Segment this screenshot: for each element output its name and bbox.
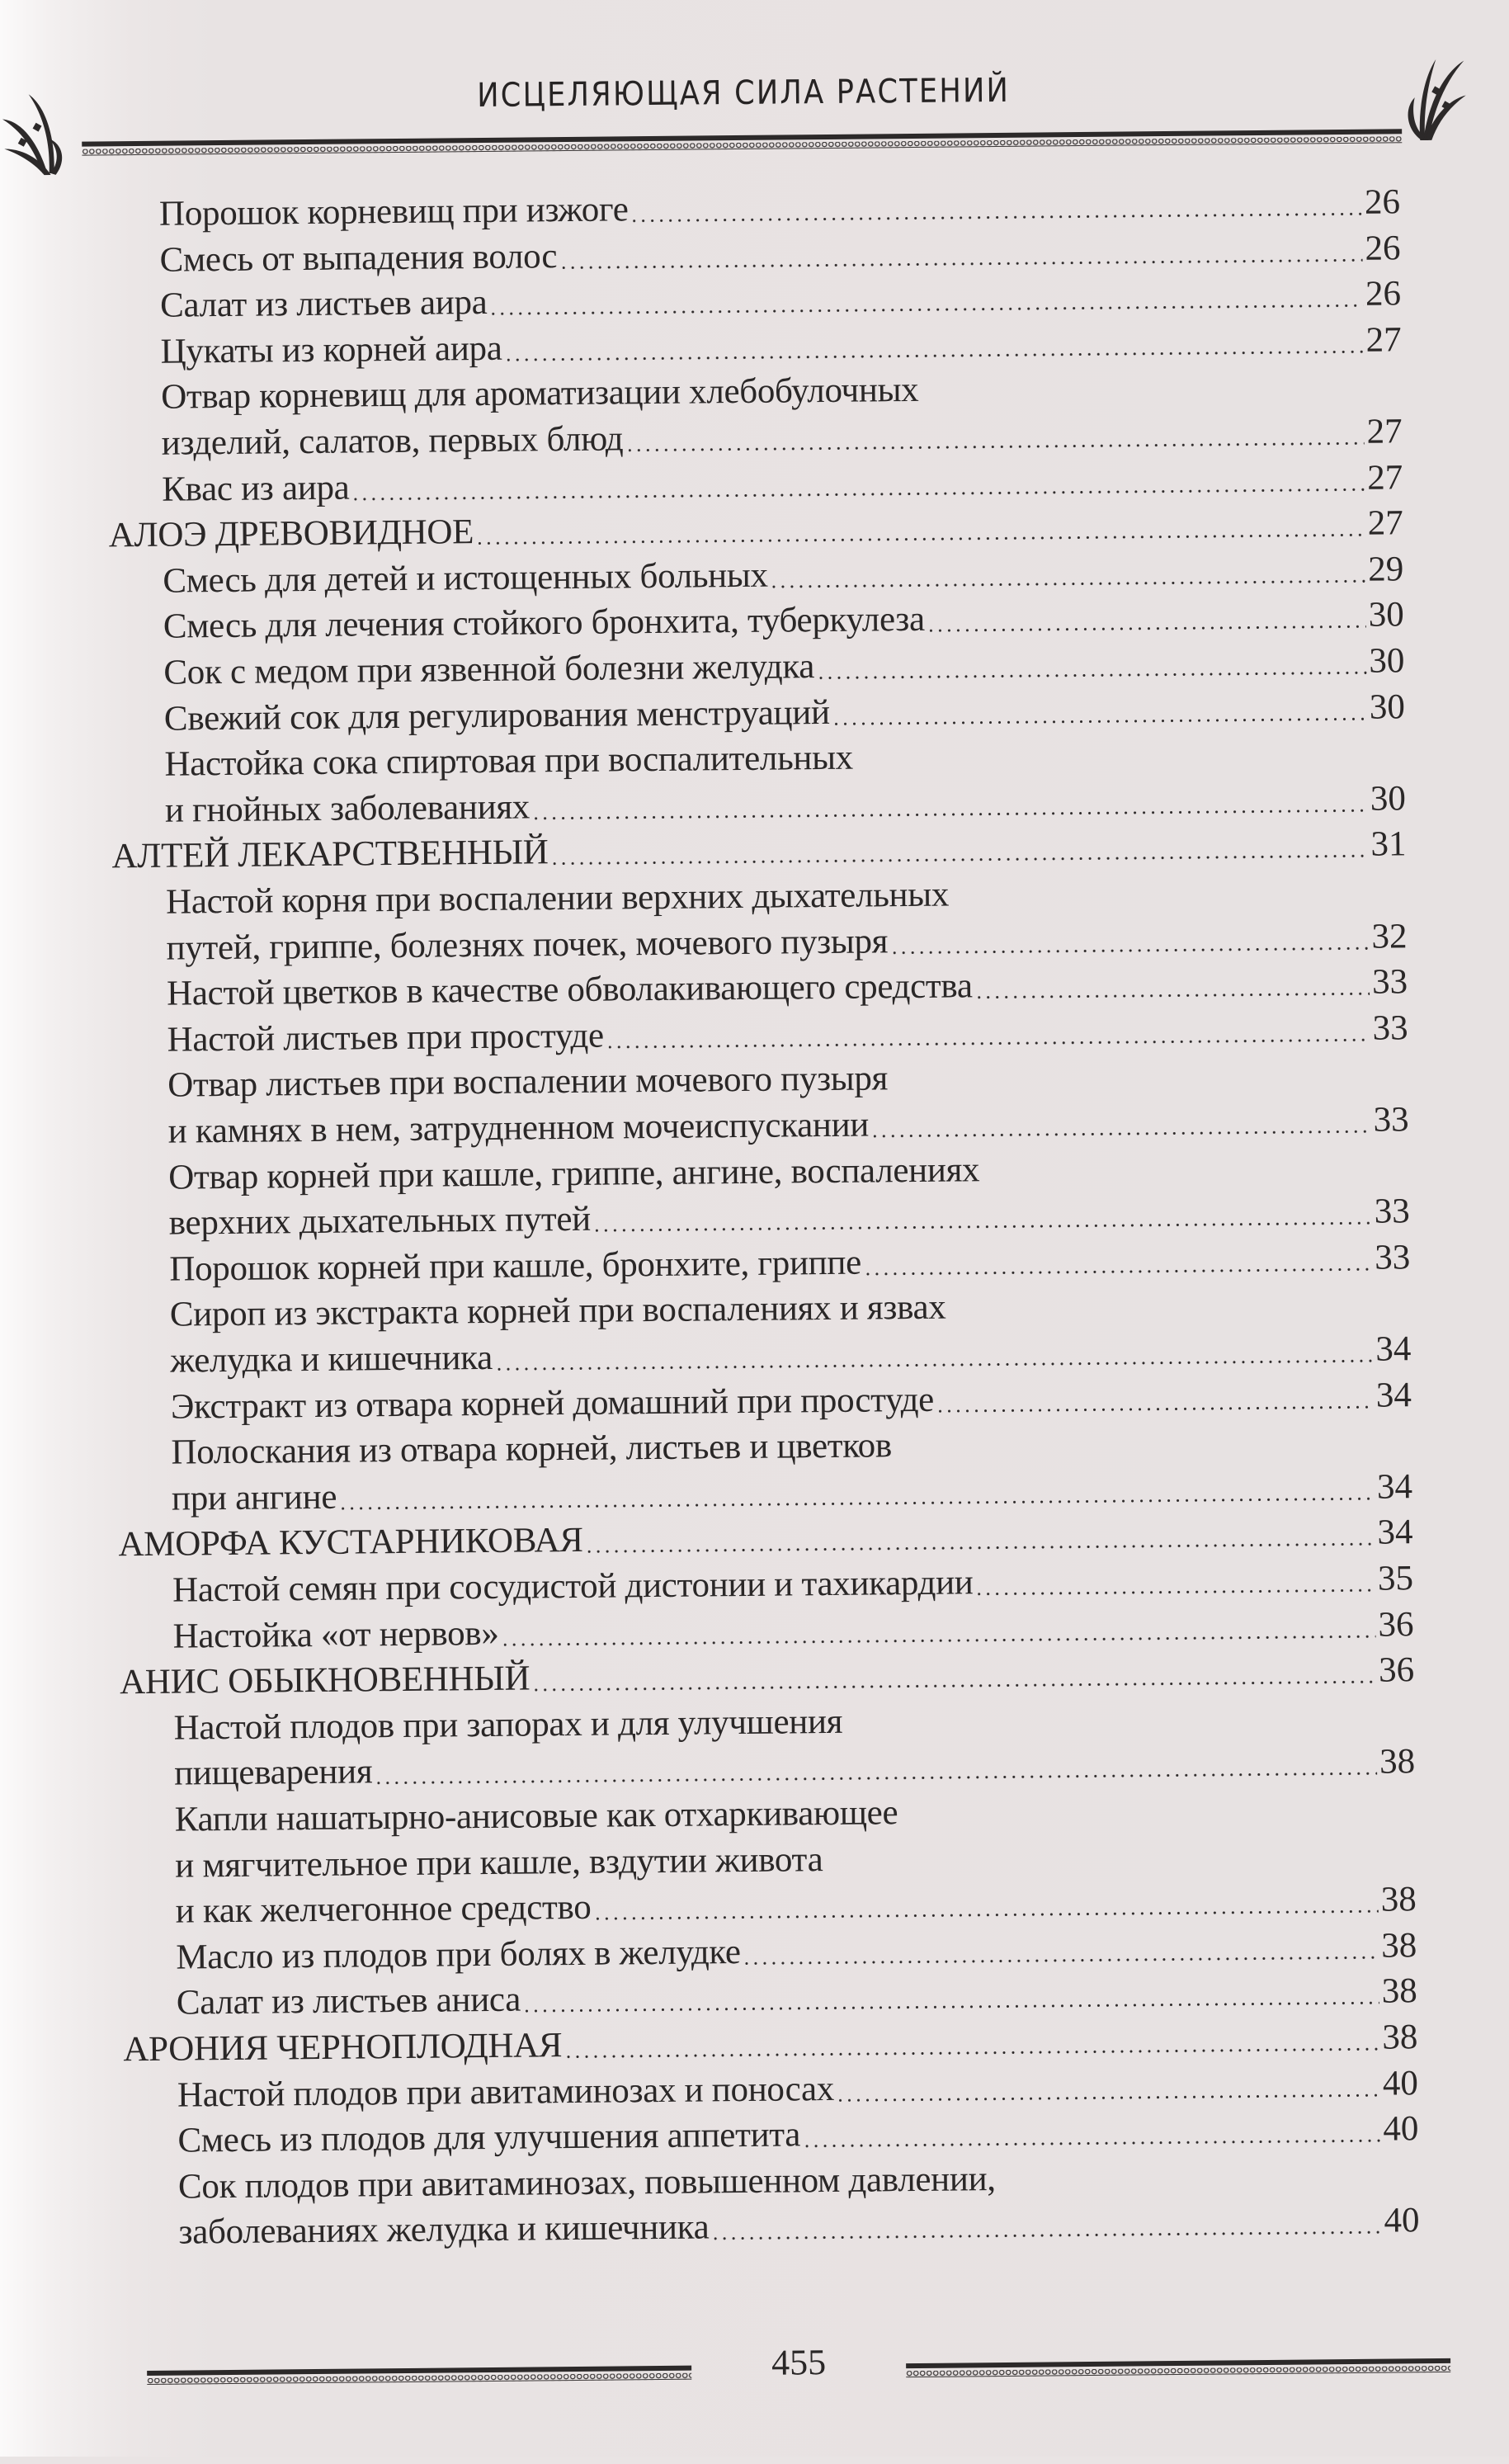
dot-leader <box>606 1005 1370 1059</box>
dot-leader <box>863 1234 1373 1286</box>
toc-entry-title: АЛОЭ ДРЕВОВИДНОЕ <box>108 512 474 555</box>
toc-page-number: 33 <box>1375 1238 1411 1277</box>
dot-leader <box>889 913 1370 965</box>
dot-leader <box>531 1648 1376 1702</box>
toc-page-number: 33 <box>1373 1100 1409 1140</box>
dot-leader <box>549 822 1368 876</box>
toc-entry-title: Сок с медом при язвенной болезни желудка <box>163 647 815 692</box>
toc-entry-title: и как желчегонное средство <box>175 1887 592 1931</box>
toc-entry-title: изделий, салатов, первых блюд <box>161 419 624 463</box>
dot-leader <box>974 1556 1375 1607</box>
toc-page-number: 40 <box>1382 2063 1419 2103</box>
toc-entry-title: Настой семян при сосудистой дистонии и тахикардии <box>172 1563 974 1610</box>
toc-entry-title: Смесь для детей и истощенных больных <box>163 555 768 601</box>
dot-leader <box>559 225 1363 279</box>
footer-ornamental-rule-left <box>147 2366 691 2386</box>
toc-entry-title: Настойка «от нервов» <box>172 1613 499 1656</box>
dot-leader <box>802 2107 1381 2159</box>
toc-page-number: 34 <box>1375 1329 1412 1369</box>
toc-entry-title: Порошок корней при кашле, бронхите, гриппе <box>169 1243 862 1289</box>
dot-leader <box>974 960 1370 1010</box>
toc-page-number: 36 <box>1378 1604 1414 1645</box>
toc-entry-title: Квас из аира <box>162 468 350 509</box>
leaf-ornament-icon <box>0 91 71 182</box>
toc-entry-title: Полоскания из отвара корней, листьев и цветков <box>171 1426 893 1472</box>
toc-entry-title: Настой листьев при простуде <box>167 1016 605 1060</box>
toc-entry-title: Отвар корней при кашле, гриппе, ангине, воспалениях <box>168 1149 980 1197</box>
dot-leader <box>836 2060 1380 2112</box>
toc-entry-title: Отвар корневищ для ароматизации хлебобулочных <box>160 371 919 418</box>
dot-leader <box>816 639 1367 690</box>
dot-leader <box>592 1877 1379 1931</box>
leaf-ornament-icon <box>1394 54 1469 145</box>
toc-entry-title: Цукаты из корней аира <box>160 328 502 371</box>
toc-entry-title: при ангине <box>171 1477 337 1518</box>
toc-page-number: 38 <box>1381 1971 1418 2011</box>
toc-page-number: 26 <box>1365 228 1401 268</box>
toc-entry-title: Настой плодов при запорах и для улучшения <box>173 1702 843 1748</box>
toc-entry-title: Экстракт из отвара корней домашний при простуде <box>170 1380 935 1427</box>
toc-entry-title: путей, гриппе, болезнях почек, мочевого пузыря <box>166 921 889 968</box>
toc-entry-title: АРОНИЯ ЧЕРНОПЛОДНАЯ <box>123 2026 563 2070</box>
toc-entry-title: Свежий сок для регулирования менструаций <box>163 692 830 739</box>
table-of-contents <box>0 178 1499 2253</box>
toc-entry-title: Настойка сока спиртовая при воспалительных <box>164 738 854 784</box>
toc-entry-title: Отвар листьев при воспалении мочевого пузыря <box>167 1059 889 1106</box>
toc-page-number: 33 <box>1374 1192 1410 1231</box>
toc-entry-title: верхних дыхательных путей <box>168 1199 592 1243</box>
toc-page-number: 32 <box>1371 916 1408 956</box>
toc-entry-title: пищеварения <box>173 1752 373 1794</box>
toc-page-number: 29 <box>1368 550 1404 589</box>
dot-leader <box>584 1510 1375 1564</box>
toc-entry-title: АМОРФА КУСТАРНИКОВАЯ <box>118 1521 583 1565</box>
toc-entry-title: Сок плодов при авитаминозах, повышенном давлении, <box>177 2159 996 2207</box>
toc-page-number: 26 <box>1365 274 1402 314</box>
toc-entry-title: Порошок корневищ при изжоге <box>158 190 629 234</box>
toc-entry-title: АНИС ОБЫКНОВЕННЫЙ <box>119 1659 531 1702</box>
toc-entry-title: Масло из плодов при болях в желудке <box>176 1932 741 1977</box>
dot-leader <box>564 2015 1380 2069</box>
toc-page-number: 34 <box>1376 1467 1413 1507</box>
toc-page-number: 30 <box>1369 641 1405 681</box>
toc-entry-title: Салат из листьев аира <box>159 283 488 325</box>
toc-page-number: 27 <box>1365 320 1402 360</box>
toc-page-number: 27 <box>1366 457 1403 498</box>
toc-page-number: 30 <box>1370 779 1407 819</box>
toc-page-number: 33 <box>1371 962 1408 1002</box>
toc-entry-title: Салат из листьев аниса <box>176 1980 521 2023</box>
toc-page-number: 38 <box>1381 1925 1417 1966</box>
toc-page-number: 34 <box>1375 1375 1412 1415</box>
running-header <box>0 52 1498 174</box>
running-footer <box>11 2328 1509 2409</box>
toc-entry-title: Смесь для лечения стойкого бронхита, туберкулеза <box>163 600 925 647</box>
toc-entry-title: желудка и кишечника <box>170 1338 493 1381</box>
toc-page-number: 30 <box>1368 595 1405 635</box>
dot-leader <box>625 409 1365 463</box>
toc-entry-title: Сироп из экстракта корней при воспалениях и язвах <box>169 1288 946 1335</box>
toc-page-number: 31 <box>1370 824 1407 865</box>
dot-leader <box>592 1189 1372 1243</box>
toc-entry-title: Настой плодов при авитаминозах и поносах <box>177 2069 835 2115</box>
toc-page-number: 40 <box>1384 2201 1420 2240</box>
toc-page-number: 30 <box>1369 687 1406 727</box>
toc-page-number: 26 <box>1364 182 1401 222</box>
dot-leader <box>522 1969 1379 2023</box>
dot-leader <box>926 592 1366 643</box>
toc-page-number: 34 <box>1377 1513 1413 1553</box>
page-number: 455 <box>771 2342 827 2383</box>
toc-entry-title: Смесь от выпадения волос <box>159 236 558 280</box>
header-ornamental-rule <box>82 129 1402 156</box>
dot-leader <box>630 180 1362 234</box>
dot-leader <box>870 1097 1371 1149</box>
toc-entry-title: заболеваниях желудка и кишечника <box>178 2207 710 2253</box>
dot-leader <box>742 1923 1379 1975</box>
toc-entry-title: АЛТЕЙ ЛЕКАРСТВЕННЫЙ <box>111 833 549 876</box>
running-title: ИСЦЕЛЯЮЩАЯ СИЛА РАСТЕНИЙ <box>477 71 1011 116</box>
toc-entry-title: и камнях в нем, затрудненном мочеиспускании <box>167 1105 870 1151</box>
footer-ornamental-rule-right <box>906 2358 1450 2378</box>
toc-page-number: 36 <box>1378 1650 1415 1690</box>
toc-page-number: 38 <box>1382 2018 1418 2057</box>
toc-entry-title: Настой корня при воспалении верхних дыхательных <box>165 875 950 922</box>
dot-leader <box>831 684 1367 735</box>
toc-entry-title: и мягчительное при кашле, вздутии живота <box>175 1839 823 1886</box>
toc-page-number: 33 <box>1372 1008 1408 1048</box>
toc-entry-title: Настой цветков в качестве обволакивающего средства <box>166 966 973 1013</box>
toc-entry-title: Смесь из плодов для улучшения аппетита <box>177 2115 801 2160</box>
toc-page-number: 40 <box>1383 2109 1419 2149</box>
toc-entry-title: Капли нашатырно-анисовые как отхаркивающее <box>174 1793 898 1839</box>
toc-page-number: 38 <box>1380 1880 1417 1919</box>
dot-leader <box>769 547 1365 599</box>
toc-page-number: 38 <box>1379 1742 1416 1782</box>
toc-entry-title: и гнойных заболеваниях <box>164 787 531 830</box>
dot-leader <box>936 1372 1374 1423</box>
toc-page-number: 27 <box>1366 412 1403 451</box>
toc-page-number: 27 <box>1367 503 1403 543</box>
dot-leader <box>531 776 1368 830</box>
toc-page-number: 35 <box>1377 1559 1414 1598</box>
dot-leader <box>710 2198 1382 2251</box>
